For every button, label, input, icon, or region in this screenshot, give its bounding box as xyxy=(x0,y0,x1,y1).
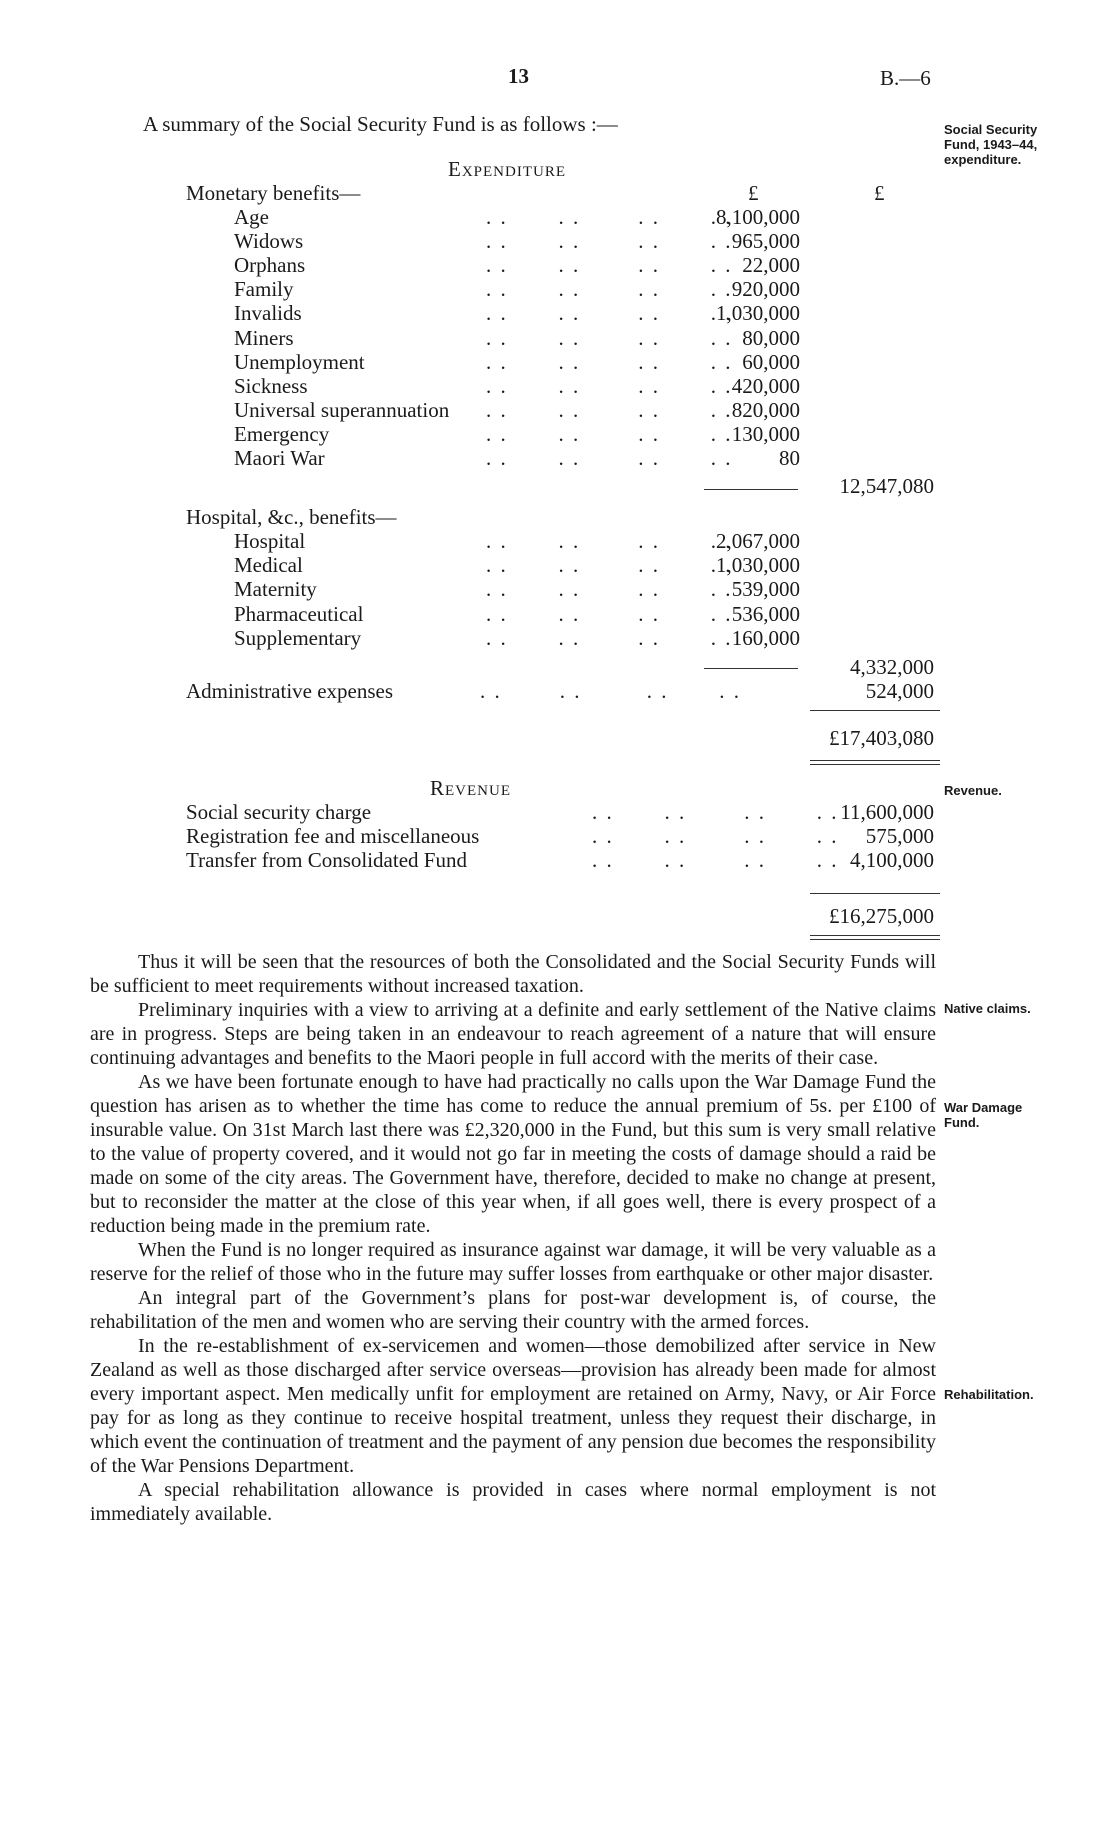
paragraph-war-damage-fund: As we have been fortunate enough to have had practically no calls upon the War Damage Fund the question has arisen as to whether the time has come to reduce the annual premium of 5s. per £100 of insurable value. On 31st March last there was £2,320,000 in the Fund, but this sum is very small relative to the value of property covered, and it would not go far in meeting the costs of damage should a raid be made on some of the city areas. The Government have, therefore, decided to make no change at present, but to reconsider the matter at the close of this year when, if all goes well, there is every prospect of a reduction being made in the premium rate. xyxy=(90,1071,936,1237)
monetary-benefit-value: 8,100,000 xyxy=(716,205,800,229)
monetary-benefit-label: Unemployment xyxy=(234,349,365,374)
hospital-benefit-label: Hospital xyxy=(234,529,306,553)
sidenote-native-claims: Native claims. xyxy=(944,1001,1031,1016)
hospital-benefit-value: 1,030,000 xyxy=(716,553,800,578)
paragraph-fund-reserve: When the Fund is no longer required as insurance against war damage, it will be very valuable as a reserve for the relief of those who in the future may suffer losses from earthquake or other major disaster. xyxy=(90,1239,936,1285)
hospital-benefit-value: 160,000 xyxy=(731,625,800,650)
paragraph-rehabilitation-allowance: A special rehabilitation allowance is provided in cases where normal employment is not immediately available. xyxy=(90,1479,936,1525)
monetary-benefit-value: 1,030,000 xyxy=(716,301,800,326)
expenditure-grand-total: £17,403,080 xyxy=(829,726,934,750)
monetary-benefit-label: Widows xyxy=(234,229,304,254)
monetary-benefit-label: Age xyxy=(234,205,269,229)
sidenote-war-damage: War Damage Fund. xyxy=(944,1100,1023,1130)
revenue-total: £16,275,000 xyxy=(829,904,934,928)
summary-intro: A summary of the Social Security Fund is as follows :— xyxy=(143,112,618,136)
monetary-benefit-value: 920,000 xyxy=(731,277,800,302)
document-reference: B.—6 xyxy=(880,66,931,90)
monetary-benefit-value: 22,000 xyxy=(742,253,800,278)
paragraph-rehabilitation: An integral part of the Government’s plans for post-war development is, of course, the rehabilitation of the men and women who are serving their country with the armed forces. xyxy=(90,1287,936,1333)
monetary-benefit-value: 965,000 xyxy=(731,229,800,254)
leader-dots: . . . . . . . . xyxy=(592,824,839,849)
monetary-benefit-label: Family xyxy=(234,277,294,302)
monetary-benefit-value: 420,000 xyxy=(731,373,800,398)
leader-dots: . . . . . . . . xyxy=(592,848,839,873)
leader-dots: . . . . . . . . xyxy=(592,800,839,824)
double-rule xyxy=(810,764,940,765)
monetary-benefit-label: Maori War xyxy=(234,446,325,470)
sidenote-rehabilitation: Rehabilitation. xyxy=(944,1387,1034,1402)
leader-dots: . . . . . . . . xyxy=(486,553,733,578)
body-text xyxy=(90,950,936,1526)
monetary-benefits-heading: Monetary benefits— xyxy=(186,181,361,205)
revenue-item-label: Social security charge xyxy=(186,800,372,824)
monetary-benefit-label: Miners xyxy=(234,325,294,350)
subtotal-rule xyxy=(704,668,798,669)
sidenote-revenue: Revenue. xyxy=(944,783,1002,798)
leader-dots: . . . . . . . . xyxy=(486,205,733,229)
administrative-expenses-value: 524,000 xyxy=(865,679,934,703)
leader-dots: . . . . . . . . xyxy=(486,625,733,650)
double-rule xyxy=(810,760,940,761)
leader-dots: . . . . . . . . xyxy=(486,529,733,553)
hospital-benefit-label: Medical xyxy=(234,553,303,578)
paragraph-re-establishment: In the re-establishment of ex-servicemen and women—those demobilized after service in New Zealand as well as those discharged after service overseas—provision has already been made for almost every important aspect. Men medically unfit for employment are retained on Army, Navy, or Air Force pay for as long as they continue to receive hospital treatment, unless they request their discharge, in which event the continuation of treatment and the payment of any pension due becomes the responsibility of the War Pensions Department. xyxy=(90,1335,936,1477)
hospital-benefit-value: 539,000 xyxy=(731,577,800,602)
monetary-benefit-label: Orphans xyxy=(234,253,306,278)
leader-dots: . . . . . . . . xyxy=(486,229,733,254)
hospital-benefit-label: Maternity xyxy=(234,577,317,602)
hospital-benefit-label: Pharmaceutical xyxy=(234,601,364,626)
revenue-item-value: 575,000 xyxy=(865,824,934,849)
currency-symbol-col2: £ xyxy=(874,181,885,205)
monetary-benefit-value: 80 xyxy=(779,446,800,470)
leader-dots: . . . . . . . . xyxy=(486,446,733,470)
monetary-benefit-value: 60,000 xyxy=(742,349,800,374)
leader-dots: . . . . . . . . xyxy=(486,349,733,374)
monetary-benefit-label: Sickness xyxy=(234,373,308,398)
total-rule xyxy=(810,893,940,894)
monetary-benefit-value: 80,000 xyxy=(742,325,800,350)
double-rule xyxy=(810,935,940,936)
paragraph-resources: Thus it will be seen that the resources of both the Consolidated and the Social Security Funds will be sufficient to meet requirements without increased taxation. xyxy=(90,951,936,997)
leader-dots: . . . . . . . . xyxy=(486,325,733,350)
leader-dots: . . . . . . . . xyxy=(486,373,733,398)
revenue-item-label: Transfer from Consolidated Fund xyxy=(186,848,467,873)
revenue-heading: Revenue xyxy=(430,776,511,800)
revenue-item-value: 4,100,000 xyxy=(850,848,934,873)
expenditure-heading: Expenditure xyxy=(448,157,566,181)
monetary-benefit-label: Invalids xyxy=(234,301,302,326)
leader-dots: . . . . . . . . xyxy=(486,301,733,326)
currency-symbol-col1: £ xyxy=(748,181,759,205)
monetary-benefit-value: 820,000 xyxy=(731,397,800,422)
leader-dots: . . . . . . . . xyxy=(486,397,733,422)
monetary-benefit-label: Universal superannuation xyxy=(234,397,450,422)
subtotal-rule xyxy=(704,489,798,490)
leader-dots: . . . . . . . . xyxy=(480,679,741,703)
page-number: 13 xyxy=(508,64,529,88)
hospital-benefit-label: Supplementary xyxy=(234,625,362,650)
monetary-subtotal: 12,547,080 xyxy=(839,474,934,498)
revenue-item-value: 11,600,000 xyxy=(840,800,934,824)
leader-dots: . . . . . . . . xyxy=(486,601,733,626)
hospital-benefit-value: 536,000 xyxy=(731,601,800,626)
leader-dots: . . . . . . . . xyxy=(486,277,733,302)
hospital-subtotal: 4,332,000 xyxy=(850,655,934,679)
monetary-benefit-value: 130,000 xyxy=(731,421,800,446)
revenue-item-label: Registration fee and miscellaneous xyxy=(186,824,480,849)
hospital-benefit-value: 2,067,000 xyxy=(716,529,800,553)
total-rule xyxy=(810,710,940,711)
leader-dots: . . . . . . . . xyxy=(486,421,733,446)
leader-dots: . . . . . . . . xyxy=(486,253,733,278)
sidenote-expenditure: Social Security Fund, 1943–44, expenditure. xyxy=(944,122,1038,167)
leader-dots: . . . . . . . . xyxy=(486,577,733,602)
double-rule xyxy=(810,939,940,940)
administrative-expenses-label: Administrative expenses xyxy=(186,679,394,703)
monetary-benefit-label: Emergency xyxy=(234,421,330,446)
paragraph-native-claims: Preliminary inquiries with a view to arriving at a definite and early settlement of the Native claims are in progress. Steps are being taken in an endeavour to reach agreement of a nature that will ensure continuing advantages and benefits to the Maori people in full accord with the merits of their case. xyxy=(90,999,936,1069)
hospital-benefits-heading: Hospital, &c., benefits— xyxy=(186,505,397,529)
